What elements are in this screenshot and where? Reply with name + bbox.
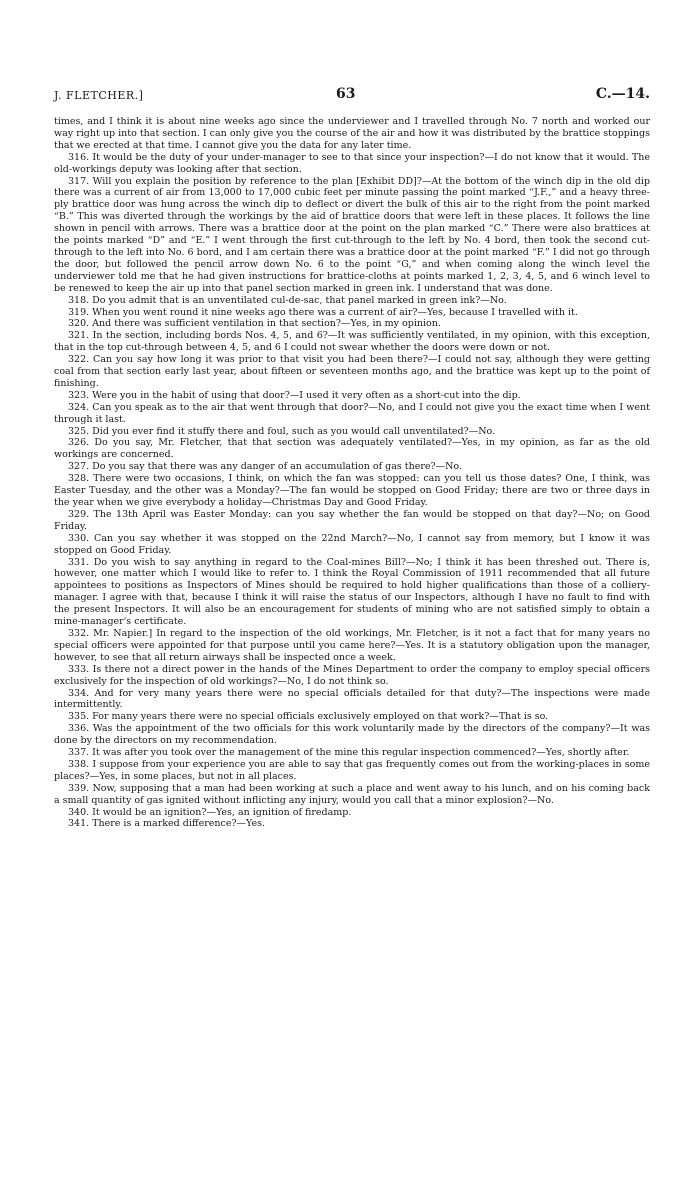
header-witness-name: J. FLETCHER.] xyxy=(54,89,144,102)
paragraph-q324: 324. Can you speak as to the air that went through that door?—No, and I could not give you the exact time when I went through it last. xyxy=(54,401,650,425)
paragraph-q341: 341. There is a marked difference?—Yes. xyxy=(68,818,266,830)
paragraph-q325: 325. Did you ever find it stuffy there and foul, such as you would call unventilated?—No. xyxy=(68,425,496,437)
paragraph-q320: 320. And there was sufficient ventilation in that section?—Yes, in my opinion. xyxy=(68,318,441,330)
paragraph-q326: 326. Do you say, Mr. Fletcher, that that section was adequately ventilated?—Yes, in my opinion, as far as the old workings are concerned. xyxy=(54,437,650,461)
paragraph-q328: 328. There were two occasions, I think, on which the fan was stopped: can you tell us those dates? One, I think, was Easter Tuesday, and the other was a Monday?—The fan would be stopped on Good Friday; there are two or three days in the year when we give everybody a holiday—Christmas Day and Good Friday. xyxy=(54,473,650,508)
paragraph-q332: 332. Mr. Napier.] In regard to the inspection of the old workings, Mr. Fletcher, is it not a fact that for many years no special officers were appointed for that purpose until you came here?—Yes. It is a statutory obligation upon the manager, however, to see that all return airways shall be inspected once a week. xyxy=(54,627,650,663)
paragraph-q339: 339. Now, supposing that a man had been working at such a place and went away to his lunch, and on his coming back a small quantity of gas ignited without inflicting any injury, would you call that a minor explosion?—No. xyxy=(54,782,650,806)
paragraph-q334: 334. And for very many years there were no special officials detailed for that duty?—The inspections were made intermittently. xyxy=(54,687,650,711)
paragraph-q331: 331. Do you wish to say anything in regard to the Coal-mines Bill?—No; I think it has been threshed out. There is, however, one matter which I would like to refer to. I think the Royal Commission of 1911 recommended that all future appointees to positions as Inspectors of Mines should be required to hold higher qualifications than those of a colliery-manager. I agree with that, because I think it will raise the status of our Inspectors, although I have no fault to find with the present Inspectors. It will also be an encouragement for students of mining who are not satisfied simply to obtain a mine-manager's certificate. xyxy=(54,556,650,628)
paragraph-q322: 322. Can you say how long it was prior to that visit you had been there?—I could not say, although they were getting coal from that section early last year, about fifteen or seventeen months ago, and the brattice was kept up to the point of finishing. xyxy=(54,354,650,389)
page-number: 63 xyxy=(336,86,356,102)
paragraph-q329: 329. The 13th April was Easter Monday: can you say whether the fan would be stopped on that day?—No; on Good Friday. xyxy=(54,508,650,532)
paragraph-q319: 319. When you went round it nine weeks ago there was a current of air?—Yes, because I travelled with it. xyxy=(68,306,578,318)
paragraph-q340: 340. It would be an ignition?—Yes, an ignition of firedamp. xyxy=(68,806,352,818)
page-header xyxy=(54,86,650,106)
paragraph-q338: 338. I suppose from your experience you are able to say that gas frequently comes out from the working-places in some places?—Yes, in some places, but not in all places. xyxy=(54,758,650,782)
paragraph-q337: 337. It was after you took over the management of the mine this regular inspection commenced?—Yes, shortly after. xyxy=(68,747,630,759)
paragraph-q333: 333. Is there not a direct power in the hands of the Mines Department to order the company to employ special officers exclusively for the inspection of old workings?—No, I do not think so. xyxy=(54,663,650,687)
paragraph-q336: 336. Was the appointment of the two officials for this work voluntarily made by the directors of the company?—It was done by the directors on my recommendation. xyxy=(54,723,650,747)
paragraph-q323: 323. Were you in the habit of using that door?—I used it very often as a short-cut into the dip. xyxy=(68,389,521,401)
paragraph-q321: 321. In the section, including bords Nos. 4, 5, and 6?—It was sufficiently ventilated, in my opinion, with this exception, that in the top cut-through between 4, 5, and 6 I could not swear whether the doors were down or not. xyxy=(54,330,650,354)
paragraph-q335: 335. For many years there were no special officials exclusively employed on that work?—That is so. xyxy=(68,711,549,723)
paragraph-q318: 318. Do you admit that is an unventilated cul-de-sac, that panel marked in green ink?—No. xyxy=(68,294,507,306)
paragraph-continued: times, and I think it is about nine weeks ago since the underviewer and I travelled through No. 7 north and worked our way right up into that section. I can only give you the course of the air and how it was distributed by the brattice stoppings that we erected at that time. I cannot give you the data for any later time. xyxy=(54,116,650,151)
body-text xyxy=(54,116,650,830)
paragraph-q327: 327. Do you say that there was any danger of an accumulation of gas there?—No. xyxy=(68,461,462,473)
paragraph-q330: 330. Can you say whether it was stopped on the 22nd March?—No, I cannot say from memory, but I know it was stopped on Good Friday. xyxy=(54,532,650,556)
document-reference: C.—14. xyxy=(595,86,650,102)
paragraph-q317: 317. Will you explain the position by reference to the plan [Exhibit DD]?—At the bottom of the winch dip in the old dip there was a current of air from 13,000 to 17,000 cubic feet per minute passing the point marked “J.F.,” and a heavy three-ply brattice door was hung across the winch dip to deflect or divert the bulk of this air to the right from the point marked “B.” This was diverted through the workings by the aid of brattice doors that were left in these places. It follows the line shown in pencil with arrows. There was a brattice door at the point on the plan marked “C.” There were also brattices at the points marked “D” and “E.” I went through the first cut-through to the left by No. 4 bord, then took the second cut-through to the left into No. 6 bord, and I am certain there was a brattice door at the point marked “F.” I did not go through the door, but followed the pencil arrow down No. 6 to the point “G,” and when coming along the winch level the underviewer told me that he had given instructions for brattice-cloths at points marked 1, 2, 3, 4, 5, and 6 winch level to be renewed to keep the air up into that panel section marked in green ink. I understand that was done. xyxy=(54,175,650,294)
paragraph-q316: 316. It would be the duty of your under-manager to see to that since your inspection?—I do not know that it would. The old-workings deputy was looking after that section. xyxy=(54,151,650,175)
